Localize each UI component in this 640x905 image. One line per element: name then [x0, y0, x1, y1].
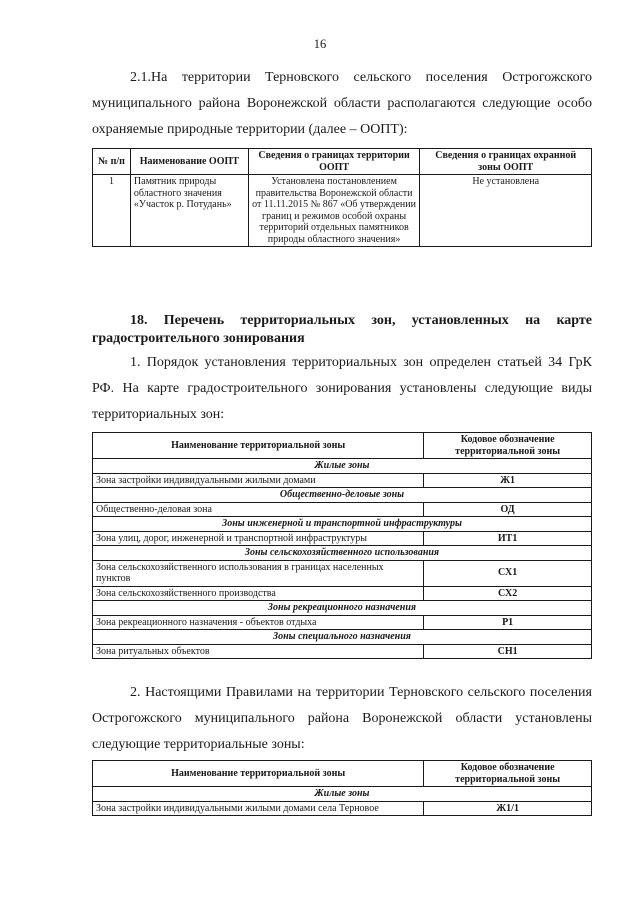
group-title: Зоны рекреационного назначения — [93, 601, 592, 616]
table-cell: Не установлена — [420, 175, 592, 247]
zone-name: Зона рекреационного назначения - объектов отдыха — [93, 615, 424, 630]
table-row — [93, 175, 592, 247]
group-row — [93, 517, 592, 532]
paragraph-1: 1. Порядок установления территориальных зон определен статьей 34 ГрК РФ. На карте градостроительного зонирования установлены следующие виды территориальных зон: — [92, 355, 592, 422]
table-row — [93, 560, 592, 586]
group-title: Зоны специального назначения — [93, 630, 592, 645]
header-cell: Наименование территориальной зоны — [93, 761, 424, 787]
table-row — [93, 502, 592, 517]
header-cell: Сведения о границах территории ООПТ — [248, 149, 420, 175]
group-row — [93, 630, 592, 645]
zone-name: Общественно-деловая зона — [93, 502, 424, 517]
table-cell: 1 — [93, 175, 131, 247]
zone-code: Ж1 — [424, 473, 592, 488]
group-title: Зоны сельскохозяйственного использования — [93, 546, 592, 561]
group-row — [93, 488, 592, 503]
zone-code: СХ2 — [424, 586, 592, 601]
header-cell: № п/п — [93, 149, 131, 175]
header-cell: Сведения о границах охранной зоны ООПТ — [420, 149, 592, 175]
zones-table-header — [93, 433, 592, 459]
zone-name: Зона улиц, дорог, инженерной и транспортной инфраструктуры — [93, 531, 424, 546]
zones-table-2-header — [93, 761, 592, 787]
table-cell: Установлена постановлением правительства Воронежской области от 11.11.2015 № 867 «Об утверждении границ и режимов особой охраны территорий отдельных памятников природы областного значения» — [248, 175, 420, 247]
zone-code: Р1 — [424, 615, 592, 630]
table-cell: Памятник природы областного значения «Участок р. Потудань» — [130, 175, 248, 247]
page-number: 16 — [313, 37, 327, 51]
oopt-table — [92, 148, 592, 247]
zone-name: Зона ритуальных объектов — [93, 644, 424, 659]
table-row — [93, 531, 592, 546]
paragraph-2-1: 2.1.На территории Терновского сельского поселения Острогожского муниципального района Воронежской области располагаются следующие особо охраняемые природные территории (далее – ООПТ): — [92, 70, 592, 137]
table-row — [93, 586, 592, 601]
zone-code: СН1 — [424, 644, 592, 659]
group-title: Зоны инженерной и транспортной инфраструктуры — [93, 517, 592, 532]
zones-table — [92, 432, 592, 659]
group-title: Жилые зоны — [93, 459, 592, 474]
zone-code: СХ1 — [424, 560, 592, 586]
section-heading: 18. Перечень территориальных зон, установленных на карте градостроительного зонирования — [92, 313, 592, 346]
group-row — [93, 546, 592, 561]
zone-code: ИТ1 — [424, 531, 592, 546]
zone-code: Ж1/1 — [424, 801, 592, 816]
table-row — [93, 473, 592, 488]
table-row — [93, 801, 592, 816]
group-row — [93, 459, 592, 474]
group-title: Жилые зоны — [93, 787, 592, 802]
header-cell: Кодовое обозначение территориальной зоны — [424, 433, 592, 459]
zone-name: Зона сельскохозяйственного использования в границах населенных пунктов — [93, 560, 424, 586]
zone-code: ОД — [424, 502, 592, 517]
zones-table-2 — [92, 760, 592, 816]
zone-name: Зона сельскохозяйственного производства — [93, 586, 424, 601]
zone-name: Зона застройки индивидуальными жилыми домами — [93, 473, 424, 488]
oopt-table-header — [93, 149, 592, 175]
zone-name: Зона застройки индивидуальными жилыми домами села Терновое — [93, 801, 424, 816]
header-cell: Кодовое обозначение территориальной зоны — [424, 761, 592, 787]
header-cell: Наименование территориальной зоны — [93, 433, 424, 459]
header-cell: Наименование ООПТ — [130, 149, 248, 175]
group-row — [93, 601, 592, 616]
group-title: Общественно-деловые зоны — [93, 488, 592, 503]
table-row — [93, 615, 592, 630]
paragraph-2: 2. Настоящими Правилами на территории Терновского сельского поселения Острогожского муниципального района Воронежской области установлены следующие территориальные зоны: — [92, 685, 592, 752]
group-row — [93, 787, 592, 802]
table-row — [93, 644, 592, 659]
